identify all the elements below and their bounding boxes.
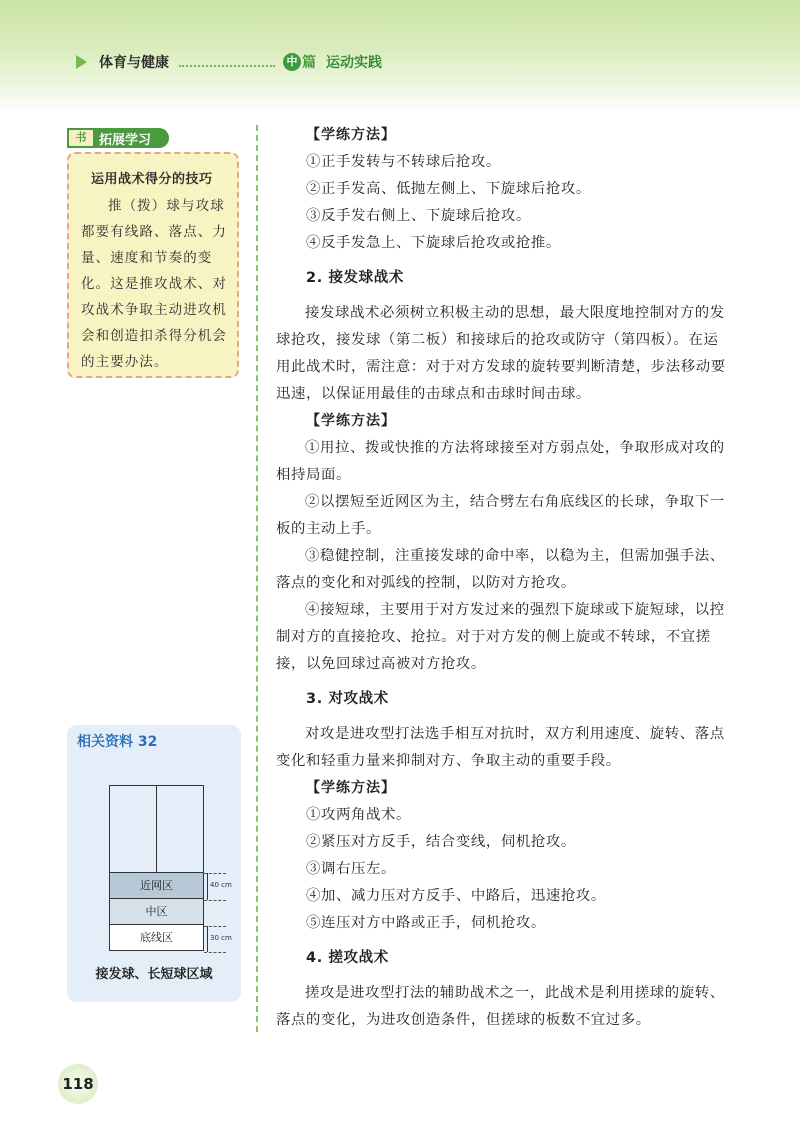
section-heading-4: 4. 搓攻战术 — [306, 950, 389, 966]
section-3-paragraph: 对攻是进攻型打法选手相互对抗时，双方利用速度、旋转、落点变化和轻重力量来抑制对方、争取主动的重要手段。 — [276, 726, 725, 769]
list-item: ②正手发高、低抛左侧上、下旋球后抢攻。 — [306, 181, 591, 197]
list-item: ③反手发右侧上、下旋球后抢攻。 — [306, 208, 531, 224]
book-title: 体育与健康 — [99, 55, 169, 71]
book-icon: 书 — [67, 128, 95, 148]
zone-near-net: 近网区 — [109, 873, 204, 899]
zone-middle: 中区 — [109, 899, 204, 925]
column-divider — [256, 125, 258, 1032]
part-badge: 中 — [283, 53, 301, 71]
list-item: ④接短球，主要用于对方发过来的强烈下旋球或下旋短球，以控制对方的直接抢攻、抢拉。对于对方发的侧上旋或不转球，不宜搓接，以免回球过高被对方抢攻。 — [276, 602, 725, 672]
method-heading-1: 【学练方法】 — [306, 127, 396, 143]
list-item: ④加、减力压对方反手、中路后，迅速抢攻。 — [306, 888, 606, 904]
section-heading-3: 3. 对攻战术 — [306, 691, 389, 707]
list-item: ⑤连压对方中路或正手，伺机抢攻。 — [306, 915, 546, 931]
tip-box — [67, 152, 239, 378]
list-item: ②以摆短至近网区为主，结合劈左右角底线区的长球，争取下一板的主动上手。 — [276, 494, 725, 537]
section-4-paragraph: 搓攻是进攻型打法的辅助战术之一，此战术是利用搓球的旋转、落点的变化，为进攻创造条件，但搓球的板数不宜过多。 — [276, 985, 725, 1028]
header-dotted-divider — [179, 65, 275, 67]
table-zone-diagram — [109, 785, 204, 951]
reference-title: 相关资料 32 — [77, 734, 158, 750]
guide-line-mid — [204, 900, 226, 901]
section-heading-2: 2. 接发球战术 — [306, 270, 404, 286]
zone-baseline: 底线区 — [109, 925, 204, 951]
list-item: ③调右压左。 — [306, 861, 396, 877]
main-column — [276, 122, 732, 1034]
extension-study-tag — [67, 128, 169, 148]
method-heading-2: 【学练方法】 — [306, 413, 396, 429]
list-item: ①攻两角战术。 — [306, 807, 411, 823]
reference-box — [67, 725, 241, 1002]
list-item: ②紧压对方反手，结合变线，伺机抢攻。 — [306, 834, 576, 850]
list-item: ①正手发转与不转球后抢攻。 — [306, 154, 501, 170]
tip-title: 运用战术得分的技巧 — [91, 172, 213, 187]
tip-body: 推（拨）球与攻球都要有线路、落点、力量、速度和节奏的变化。这是推攻战术、对攻战术争取主动进攻机会和创造扣杀得分机会的主要办法。 — [81, 198, 227, 370]
measure-40cm-label: 40 cm — [210, 881, 232, 889]
method-heading-3: 【学练方法】 — [306, 780, 396, 796]
section-2-paragraph: 接发球战术必须树立积极主动的思想，最大限度地控制对方的发球抢攻，接发球（第二板）和接球后的抢攻或防守（第四板）。在运用此战术时，需注意：对于对方发球的旋转要判断清楚，步法移动要迅速，以保证用最佳的击球点和击球时间击球。 — [276, 305, 726, 402]
list-item: ①用拉、拨或快推的方法将球接至对方弱点处，争取形成对攻的相持局面。 — [276, 440, 725, 483]
guide-line-bottom — [204, 952, 226, 953]
part-title: 运动实践 — [326, 55, 382, 71]
page-number: 118 — [58, 1064, 98, 1104]
measure-30cm-label: 30 cm — [210, 934, 232, 942]
play-arrow-icon — [76, 55, 87, 69]
list-item: ③稳健控制，注重接发球的命中率，以稳为主，但需加强手法、落点的变化和对弧线的控制，以防对方抢攻。 — [276, 548, 725, 591]
table-far-half — [109, 785, 204, 873]
extension-study-label: 拓展学习 — [99, 132, 152, 148]
diagram-caption: 接发球、长短球区域 — [95, 967, 213, 982]
list-item: ④反手发急上、下旋球后抢攻或抢推。 — [306, 235, 561, 251]
running-header — [76, 50, 382, 74]
part-badge-suffix: 篇 — [302, 55, 316, 71]
